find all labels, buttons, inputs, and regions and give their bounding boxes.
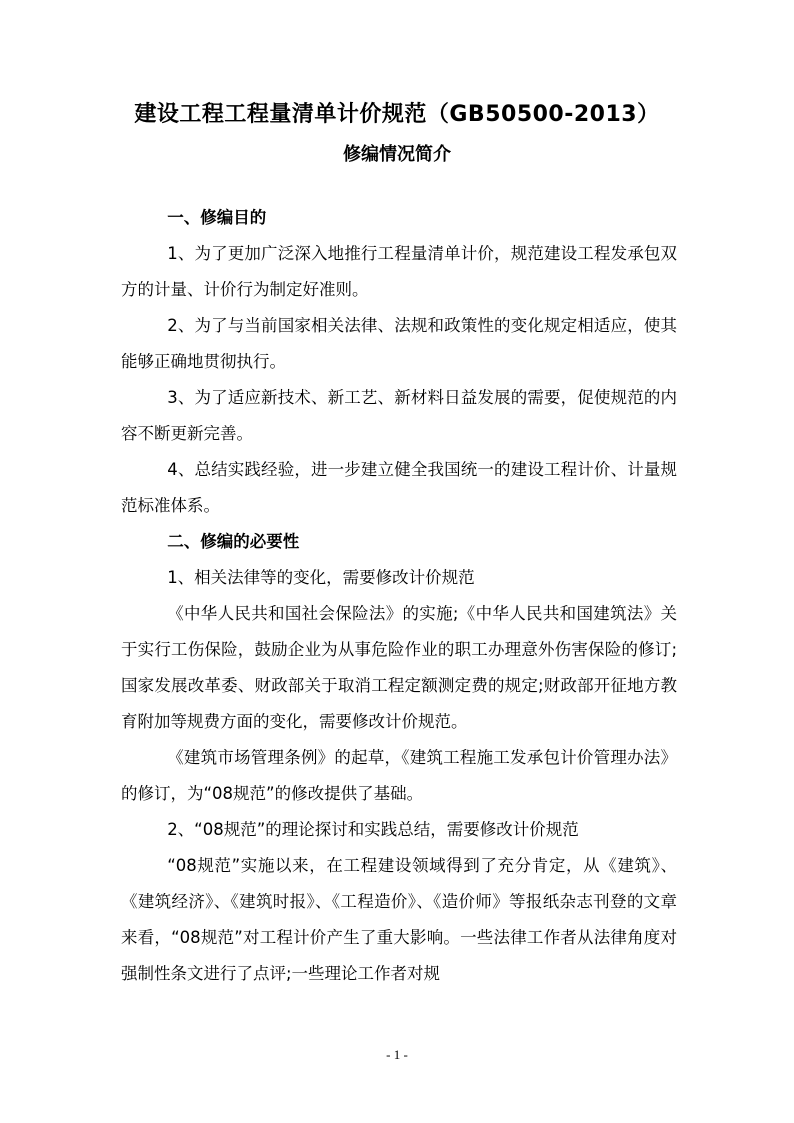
body-paragraph: 《中华人民共和国社会保险法》的实施;《中华人民共和国建筑法》关于实行工伤保险，鼓励企业为从事危险作业的职工办理意外伤害保险的修订;国家发展改革委、财政部关于取消工程定额测定费的规定;财政部开征地方教育附加等规费方面的变化，需要修改计价规范。 <box>121 604 677 731</box>
body-paragraph: 1、为了更加广泛深入地推行工程量清单计价，规范建设工程发承包双方的计量、计价行为制定好准则。 <box>121 244 677 299</box>
document-title: 建设工程工程量清单计价规范（GB50500-2013） <box>134 102 660 127</box>
section-heading: 二、修编的必要性 <box>167 532 300 551</box>
page-number: - 1 - <box>386 1047 408 1062</box>
body-paragraph: 2、“08规范”的理论探讨和实践总结，需要修改计价规范 <box>167 820 579 839</box>
body-paragraph: 1、相关法律等的变化，需要修改计价规范 <box>167 568 475 587</box>
body-paragraph: 4、总结实践经验，进一步建立健全我国统一的建设工程计价、计量规范标准体系。 <box>121 460 677 515</box>
document-subtitle: 修编情况简介 <box>343 144 451 165</box>
document-body <box>121 200 677 992</box>
body-paragraph: 《建筑市场管理条例》的起草，《建筑工程施工发承包计价管理办法》的修订，为“08规范”的修改提供了基础。 <box>121 748 677 803</box>
body-paragraph: 3、为了适应新技术、新工艺、新材料日益发展的需要，促使规范的内容不断更新完善。 <box>121 388 677 443</box>
body-paragraph: “08规范”实施以来，在工程建设领域得到了充分肯定，从《建筑》、《建筑经济》、《建筑时报》、《工程造价》、《造价师》等报纸杂志刊登的文章来看，“08规范”对工程计价产生了重大影响。一些法律工作者从法律角度对强制性条文进行了点评;一些理论工作者对规 <box>121 856 677 983</box>
body-paragraph: 2、为了与当前国家相关法律、法规和政策性的变化规定相适应，使其能够正确地贯彻执行。 <box>121 316 677 371</box>
section-heading: 一、修编目的 <box>167 208 267 227</box>
